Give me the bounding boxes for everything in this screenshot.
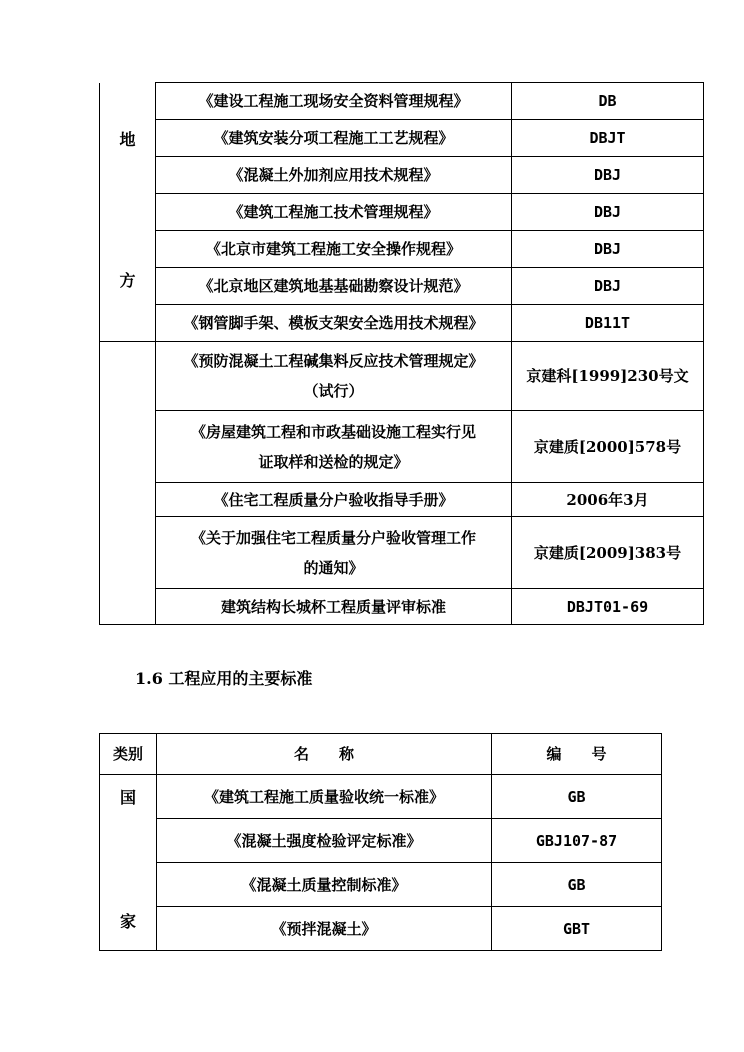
standard-name-line: 《关于加强住宅工程质量分户验收管理工作 — [190, 528, 476, 547]
standard-name: 《钢管脚手架、模板支架安全选用技术规程》 — [156, 305, 512, 342]
table-row — [100, 863, 662, 907]
table-row — [100, 775, 662, 819]
table-row — [100, 194, 704, 231]
category-cell — [100, 83, 156, 342]
standard-code: DBJT01-69 — [512, 589, 704, 625]
table-row — [100, 157, 704, 194]
table-row — [100, 83, 704, 120]
standard-name-line: 的通知》 — [303, 558, 364, 577]
standard-name: 《预拌混凝土》 — [157, 907, 492, 951]
standard-code: DB11T — [512, 305, 704, 342]
standard-code: 2006年3月 — [512, 483, 704, 517]
standard-code: 京建质[2000]578号 — [512, 411, 704, 483]
table-row — [100, 907, 662, 951]
main-standards-table — [99, 733, 662, 951]
table-row — [100, 120, 704, 157]
standard-name-line: 《预防混凝土工程碱集料反应技术管理规定》 — [183, 352, 484, 370]
standard-code: GBJ107-87 — [492, 819, 662, 863]
standard-code: DBJ — [512, 157, 704, 194]
table-row — [100, 231, 704, 268]
standard-code: DBJ — [512, 268, 704, 305]
standard-code: DBJT — [512, 120, 704, 157]
standard-name — [156, 342, 512, 411]
standard-name-line: （试行） — [303, 382, 364, 400]
standard-code: 京建科[1999]230号文 — [512, 342, 704, 411]
category-char: 家 — [119, 912, 136, 931]
standard-code: GBT — [492, 907, 662, 951]
standard-name: 《住宅工程质量分户验收指导手册》 — [156, 483, 512, 517]
section-heading: 1.6 工程应用的主要标准 — [135, 669, 313, 688]
standard-name — [156, 411, 512, 483]
table-row — [100, 589, 704, 625]
standard-code: 京建质[2009]383号 — [512, 517, 704, 589]
standard-name: 《建筑工程施工质量验收统一标准》 — [157, 775, 492, 819]
category-char: 方 — [119, 270, 136, 290]
standard-name: 《混凝土质量控制标准》 — [157, 863, 492, 907]
standard-name: 《混凝土强度检验评定标准》 — [157, 819, 492, 863]
standard-name: 建筑结构长城杯工程质量评审标准 — [156, 589, 512, 625]
standard-code: DBJ — [512, 194, 704, 231]
local-standards-table — [99, 82, 704, 625]
table-row — [100, 517, 704, 589]
standard-name — [156, 517, 512, 589]
table-row — [100, 819, 662, 863]
standard-name: 《北京地区建筑地基基础勘察设计规范》 — [156, 268, 512, 305]
standard-name-line: 《房屋建筑工程和市政基础设施工程实行见 — [190, 422, 476, 441]
standard-code: GB — [492, 863, 662, 907]
table-header-row — [100, 734, 662, 775]
table-row — [100, 342, 704, 411]
table-row — [100, 483, 704, 517]
category-cell — [100, 775, 157, 951]
category-char: 地 — [119, 129, 136, 149]
standard-code: DBJ — [512, 231, 704, 268]
standard-name: 《混凝土外加剂应用技术规程》 — [156, 157, 512, 194]
standard-name: 《建设工程施工现场安全资料管理规程》 — [156, 83, 512, 120]
header-category: 类别 — [100, 734, 157, 775]
standard-code: DB — [512, 83, 704, 120]
standard-name: 《建筑工程施工技术管理规程》 — [156, 194, 512, 231]
header-name: 名 称 — [157, 734, 492, 775]
header-code: 编 号 — [492, 734, 662, 775]
table-row — [100, 411, 704, 483]
standard-name-line: 证取样和送检的规定》 — [258, 452, 409, 471]
standard-name: 《北京市建筑工程施工安全操作规程》 — [156, 231, 512, 268]
category-char: 国 — [119, 788, 136, 807]
standard-name: 《建筑安装分项工程施工工艺规程》 — [156, 120, 512, 157]
category-cell-empty — [100, 342, 156, 625]
table-row — [100, 305, 704, 342]
table-row — [100, 268, 704, 305]
standard-code: GB — [492, 775, 662, 819]
